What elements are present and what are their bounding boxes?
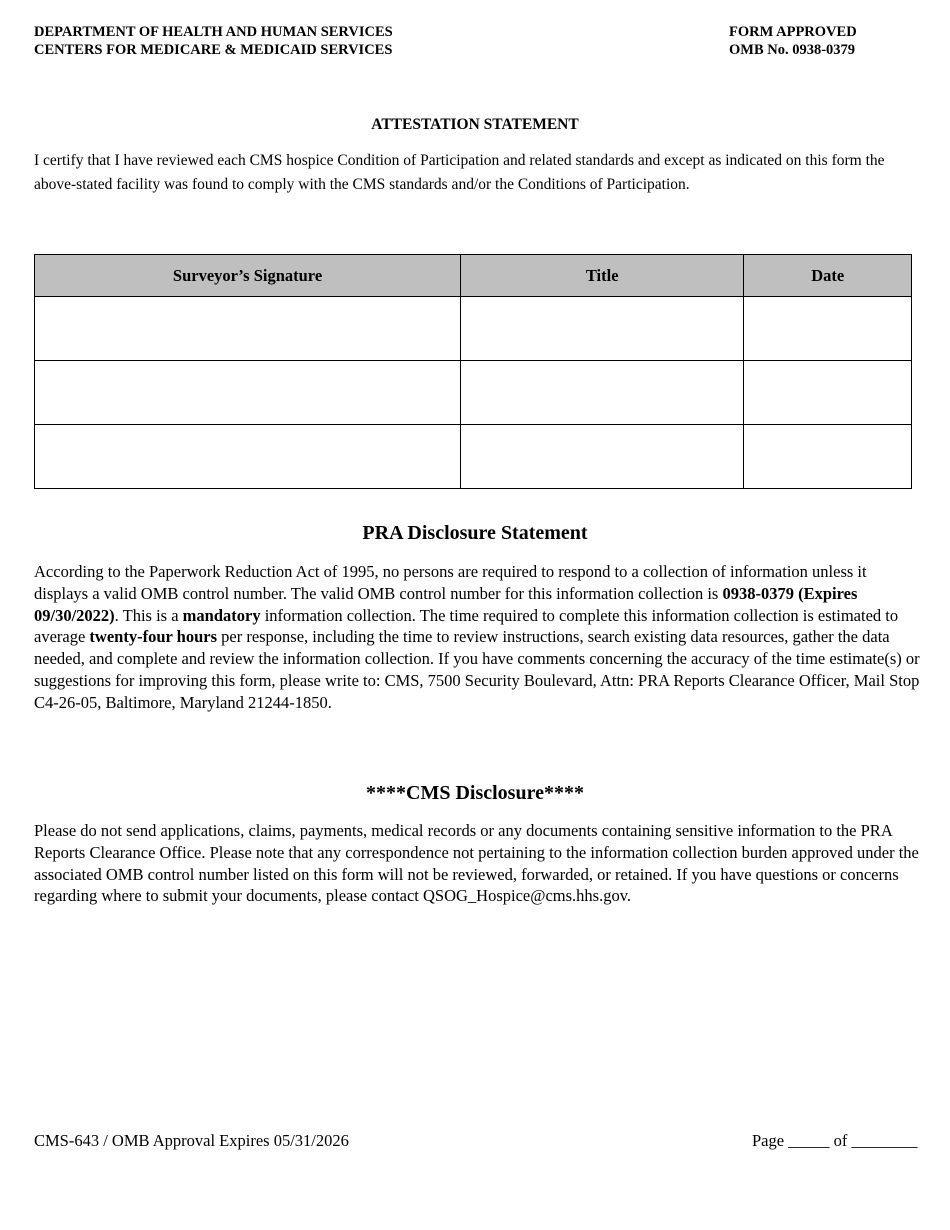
title-cell[interactable] [461, 297, 744, 361]
header-signature: Surveyor’s Signature [35, 255, 461, 297]
signature-cell[interactable] [35, 425, 461, 489]
pra-text-part: per response, including the time to review instructions, search existing data resources, gather the data needed, and complete and review the information collection. If you have comments concerning the accuracy of the time estimate(s) or suggestions for improving this form, please write to: CMS, 7500 Security Boulevard, Attn: PRA Reports Clearance Officer, Mail Stop C4-26-05, Baltimore, Maryland 21244-1850. [34, 627, 920, 712]
pra-title: PRA Disclosure Statement [362, 522, 588, 544]
signature-cell[interactable] [35, 361, 461, 425]
pra-text-part: According to the Paperwork Reduction Act of 1995, no persons are required to respond to a collection of information unless it displays a valid OMB control number. The valid OMB control number for this information collection is [34, 562, 867, 603]
attestation-title: ATTESTATION STATEMENT [371, 116, 579, 133]
cms-disclosure-text: Please do not send applications, claims, payments, medical records or any documents containing sensitive information to the PRA Reports Clearance Office. Please note that any correspondence not pertaining to the information collection burden approved under the associated OMB control number listed on this form will not be reviewed, forwarded, or retained. If you have questions or concerns regarding where to submit your documents, please contact QSOG_Hospice@cms.hhs.gov. [34, 821, 919, 906]
header-date: Date [744, 255, 912, 297]
form-approved-label: FORM APPROVED [729, 24, 857, 40]
table-row [35, 297, 912, 361]
agency-line-2: CENTERS FOR MEDICARE & MEDICAID SERVICES [34, 42, 393, 58]
header-title: Title [461, 255, 744, 297]
form-number-footer: CMS-643 / OMB Approval Expires 05/31/2026 [34, 1131, 349, 1150]
table-row [35, 361, 912, 425]
title-cell[interactable] [461, 425, 744, 489]
date-cell[interactable] [744, 361, 912, 425]
cms-disclosure-title: ****CMS Disclosure**** [366, 782, 584, 804]
pra-text [34, 561, 924, 714]
page-number-footer: Page _____ of ________ [752, 1131, 918, 1150]
attestation-text: I certify that I have reviewed each CMS hospice Condition of Participation and related standards and except as indicated on this form the above-stated facility was found to comply with the CMS standards and/or the Conditions of Participation. [34, 152, 885, 193]
omb-number: OMB No. 0938-0379 [729, 42, 856, 58]
agency-header [34, 23, 393, 59]
hours-bold: twenty-four hours [89, 627, 217, 647]
table-row [35, 425, 912, 489]
signature-cell[interactable] [35, 297, 461, 361]
omb-header [729, 23, 857, 59]
date-cell[interactable] [744, 297, 912, 361]
omb-expiry-bold: 0938-0379 (Expires 09/30/2022) [34, 583, 858, 625]
surveyor-signature-table [34, 254, 912, 489]
mandatory-bold: mandatory [182, 605, 261, 625]
table-header-row [35, 255, 912, 297]
pra-text-part: . This is a [114, 605, 183, 625]
pra-text-part: information collection. The time required to complete this information collection is estimated to average [34, 605, 899, 647]
date-cell[interactable] [744, 425, 912, 489]
title-cell[interactable] [461, 361, 744, 425]
agency-line-1: DEPARTMENT OF HEALTH AND HUMAN SERVICES [34, 24, 393, 40]
